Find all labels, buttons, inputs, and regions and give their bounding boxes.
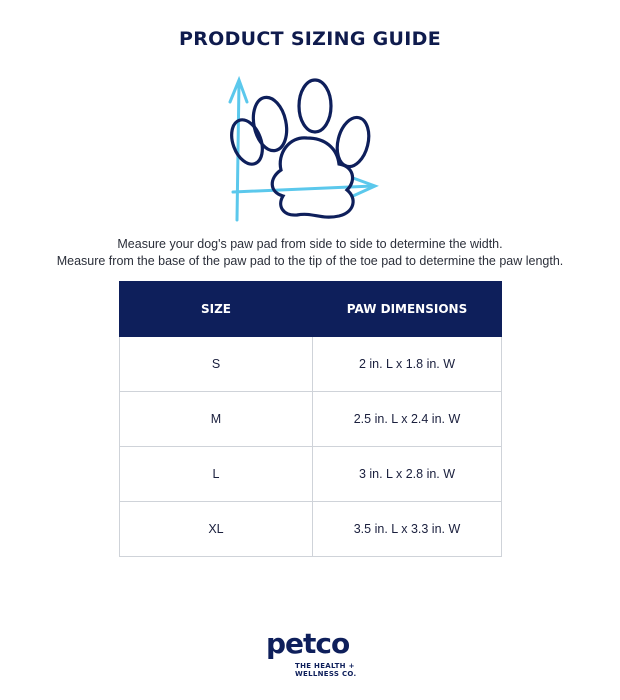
paw-measure-icon: [225, 74, 385, 230]
size-cell: S: [120, 337, 313, 392]
logo-wordmark: petco: [266, 627, 350, 660]
dimensions-cell: 3.5 in. L x 3.3 in. W: [313, 502, 502, 557]
dimensions-cell: 2.5 in. L x 2.4 in. W: [313, 392, 502, 447]
table-row: [120, 337, 502, 392]
width-instruction: Measure your dog's paw pad from side to side to determine the width.: [117, 237, 503, 251]
table-row: [120, 502, 502, 557]
size-cell: M: [120, 392, 313, 447]
dimensions-cell: 2 in. L x 1.8 in. W: [313, 337, 502, 392]
logo-tagline-line-1: THE HEALTH +: [295, 662, 355, 670]
petco-logo: [262, 627, 358, 682]
length-instruction: Measure from the base of the paw pad to the tip of the toe pad to determine the paw length.: [56, 254, 564, 268]
measurement-instructions: [0, 236, 620, 270]
sizing-table: [119, 281, 502, 557]
size-cell: XL: [120, 502, 313, 557]
table-header-row: [120, 282, 502, 337]
table-row: [120, 392, 502, 447]
logo-tagline: [295, 662, 356, 678]
dimensions-cell: 3 in. L x 2.8 in. W: [313, 447, 502, 502]
size-cell: L: [120, 447, 313, 502]
header-size: SIZE: [120, 282, 313, 337]
header-paw-dimensions: PAW DIMENSIONS: [313, 282, 502, 337]
table-row: [120, 447, 502, 502]
logo-tagline-line-2: WELLNESS CO.: [295, 670, 357, 678]
paw-print-icon: [226, 80, 374, 217]
page-title: PRODUCT SIZING GUIDE: [179, 28, 441, 50]
